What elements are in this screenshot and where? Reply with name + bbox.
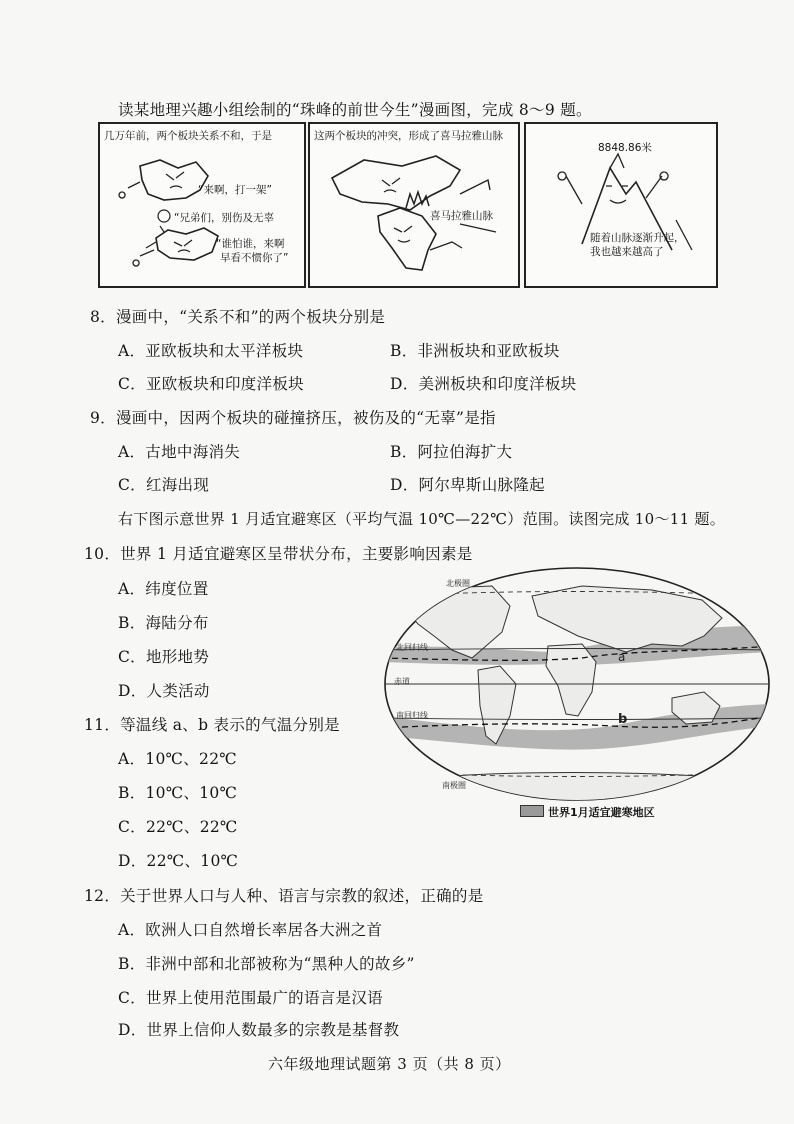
panel1-caption: 几万年前，两个板块关系不和，于是	[104, 130, 272, 142]
q11-option-b: B．10℃、10℃	[118, 784, 238, 802]
legend-swatch	[520, 805, 544, 817]
label-equator: 赤道	[394, 677, 410, 686]
q12-option-d: D．世界上信仰人数最多的宗教是基督教	[118, 1021, 400, 1039]
q10-stem: 10．世界 1 月适宜避寒区呈带状分布，主要影响因素是	[84, 545, 473, 563]
isotherm-b-label: b	[618, 712, 628, 727]
label-tropic-of-capricorn: 南回归线	[396, 711, 428, 720]
q8-option-b: B．非洲板块和亚欧板块	[390, 342, 560, 360]
intro-map: 右下图示意世界 1 月适宜避寒区（平均气温 10℃—22℃）范围。读图完成 10～11 题。	[118, 510, 726, 528]
panel1-speech-1: “来啊，打一架”	[198, 184, 272, 196]
q12-stem: 12．关于世界人口与人种、语言与宗教的叙述，正确的是	[84, 887, 484, 905]
panel3-text-2: 我也越来越高了	[590, 246, 664, 258]
q9-option-c: C．红海出现	[118, 476, 210, 494]
page-footer: 六年级地理试题第 3 页（共 8 页）	[268, 1055, 511, 1073]
legend-label: 世界1月适宜避寒地区	[548, 806, 655, 819]
world-map-drawing	[382, 566, 772, 802]
q9-option-d: D．阿尔卑斯山脉隆起	[390, 476, 545, 494]
q8-stem: 8．漫画中，“关系不和”的两个板块分别是	[90, 308, 386, 326]
q10-option-d: D．人类活动	[118, 682, 210, 700]
q12-option-b: B．非洲中部和北部被称为“黑种人的故乡”	[118, 955, 415, 973]
label-arctic-circle: 北极圈	[446, 579, 470, 588]
panel3-text-1: 随着山脉逐渐升起，	[590, 232, 685, 244]
map-legend	[520, 804, 655, 820]
q12-option-a: A．欧洲人口自然增长率居各大洲之首	[118, 921, 383, 939]
label-antarctic-circle: 南极圈	[442, 781, 466, 790]
q9-stem: 9．漫画中，因两个板块的碰撞挤压，被伤及的“无辜”是指	[90, 409, 496, 427]
q8-option-d: D．美洲板块和印度洋板块	[390, 375, 577, 393]
q11-option-d: D．22℃、10℃	[118, 852, 239, 870]
q10-option-b: B．海陆分布	[118, 614, 209, 632]
panel1-speech-3: “谁怕谁，来啊	[216, 238, 285, 250]
q9-option-a: A．古地中海消失	[118, 443, 241, 461]
comic-panel-1	[98, 122, 306, 288]
q10-option-c: C．地形地势	[118, 648, 210, 666]
q9-option-b: B．阿拉伯海扩大	[390, 443, 513, 461]
panel2-caption: 这两个板块的冲突，形成了喜马拉雅山脉	[314, 130, 503, 142]
q11-stem: 11．等温线 a、b 表示的气温分别是	[84, 716, 340, 734]
isotherm-a-label: a	[618, 650, 626, 664]
intro-comic: 读某地理兴趣小组绘制的“珠峰的前世今生”漫画图，完成 8～9 题。	[118, 101, 592, 119]
q8-option-a: A．亚欧板块和太平洋板块	[118, 342, 304, 360]
world-map	[382, 566, 772, 826]
q11-option-c: C．22℃、22℃	[118, 818, 238, 836]
label-tropic-of-cancer: 北回归线	[396, 643, 428, 652]
panel3-height: 8848.86米	[598, 142, 652, 154]
comic-panel-2	[308, 122, 520, 288]
q11-option-a: A．10℃、22℃	[118, 750, 238, 768]
q8-option-c: C．亚欧板块和印度洋板块	[118, 375, 304, 393]
plates-collision-drawing	[310, 124, 518, 286]
q12-option-c: C．世界上使用范围最广的语言是汉语	[118, 989, 383, 1007]
comic-panel-3	[524, 122, 718, 288]
panel2-himalaya-label: 喜马拉雅山脉	[430, 210, 493, 222]
q10-option-a: A．纬度位置	[118, 580, 209, 598]
panel1-speech-2: “兄弟们，别伤及无辜	[174, 212, 274, 224]
panel1-speech-4: 早看不惯你了”	[220, 252, 289, 264]
